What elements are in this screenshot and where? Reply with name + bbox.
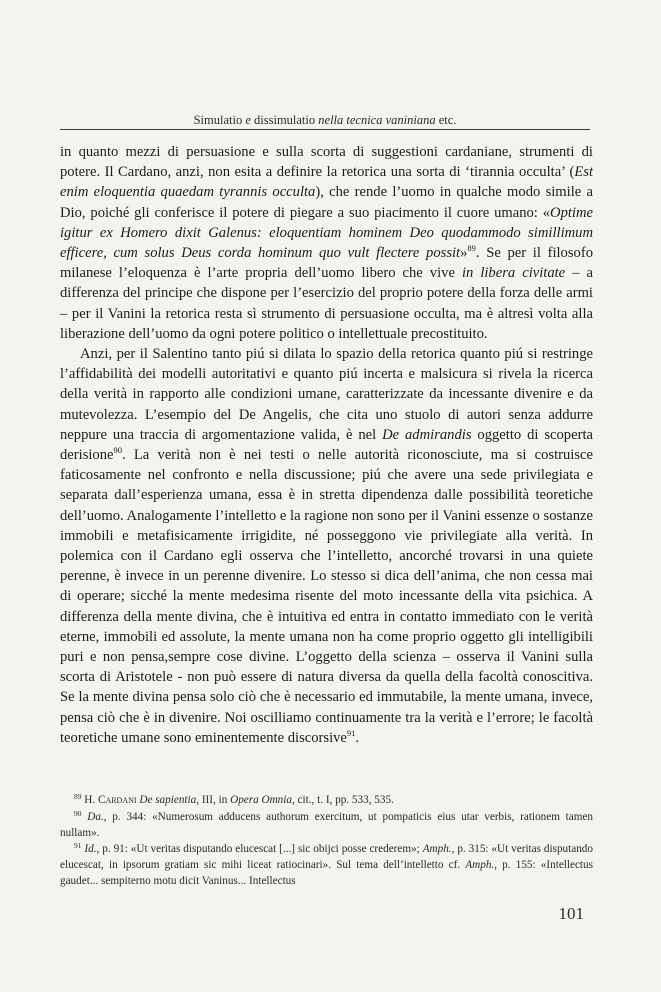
text-run: ), che rende l’uomo in qualche modo simile a Dio, poiché gli conferisce il potere di piegare a suo piacimento il cuore umano: « xyxy=(60,184,593,221)
text-run: Anzi, per il Salentino tanto piú si dilata lo spazio della retorica quanto piú si restringe l’affidabilità dei modelli autoritativi e quanto piú incerta e malsicura si rivela la ricerca della verità in rapporto alle condizioni umane, caratterizzate da incessante divenire e da mutevolezza. L’esempio del De Angelis, che cita uno stuolo di autori senza addurre neppure una traccia di argomentazione valida, è nel xyxy=(60,346,593,443)
footnote-text: , p. 344: «Numerosum adducens authorum exercitum, ut pompaticis eius utar verbis, rationem tamen nullam». xyxy=(60,810,594,839)
footnote-ref-91[interactable]: 91 xyxy=(346,727,356,738)
footnote-text: H. xyxy=(84,794,98,806)
footnote-text: , cit., t. I, pp. 533, 535. xyxy=(291,794,394,806)
running-head-text: dissimulatio xyxy=(254,113,316,127)
footnote-91 xyxy=(60,842,593,889)
footnote-text: , p. 155: «Intellectus gaudet... sempiterno motu dicit Vaninus... Intellectus xyxy=(60,859,593,887)
footnote-title: Da. xyxy=(87,810,104,823)
footnote-90 xyxy=(60,810,593,842)
running-head-text: nella tecnica vaniniana xyxy=(318,113,436,127)
running-head-text: e xyxy=(245,113,251,127)
footnote-number: 90 xyxy=(74,808,82,818)
footnote-author: Cardani xyxy=(97,794,137,806)
footnote-text: , p. 315: «Ut veritas disputando elucescat, in ipsorum gratiam sic mihi liceat ratiocinari». Sul tema dell’intelletto cf. xyxy=(60,843,593,872)
footnote-number: 89 xyxy=(74,792,82,801)
main-text xyxy=(60,142,593,748)
text-run: oggetto di scoperta derisione xyxy=(60,426,593,464)
italic-quote: Optime igitur ex Homero dixit Galenus: eloquentiam hominem Deo quodammodo simillimum efficere, cum solus Deus corda hominum quo vult flectere possit xyxy=(60,204,593,262)
page-number: 101 xyxy=(558,904,584,923)
paragraph-2 xyxy=(60,344,593,748)
footnotes xyxy=(60,793,593,891)
text-run: . xyxy=(355,729,360,746)
paragraph-1 xyxy=(60,142,593,344)
text-run: – a differenza del principe che dispone per l’esercizio del proprio potere della forza delle armi – per il Vanini la retorica resta sì strumento di persuasione occulta, ma è altresì volta alla liberazione dell’uomo da ogni potere politico o intellettuale precostituito. xyxy=(60,265,593,342)
italic-phrase: in libera civitate xyxy=(461,265,566,282)
footnote-title: De sapientia xyxy=(139,794,197,806)
running-head xyxy=(60,113,590,128)
italic-title: De admirandis xyxy=(382,426,472,443)
footnote-number: 91 xyxy=(74,841,82,851)
text-run: in quanto mezzi di persuasione e sulla scorta di suggestioni cardaniane, strumenti di potere. Il Cardano, anzi, non esita a definire la retorica una sorta di ‘tirannia occulta’ ( xyxy=(60,144,593,181)
footnote-title: Id. xyxy=(84,843,97,856)
text-run: . Se per il filosofo milanese l’eloquenza è l’arte propria dell’uomo libero che vive xyxy=(60,245,593,282)
running-head-text: etc. xyxy=(438,113,457,127)
italic-quote: Est enim eloquentia quaedam tyrannis occulta xyxy=(60,164,593,201)
header-rule xyxy=(60,129,590,130)
footnote-ref-90[interactable]: 90 xyxy=(113,445,122,456)
footnote-text: , III, in xyxy=(196,794,231,806)
footnote-89 xyxy=(60,793,593,809)
running-head-text: Simulatio xyxy=(193,113,243,127)
footnote-ref-89[interactable]: 89 xyxy=(467,243,476,254)
text-run: . La verità non è nei testi o nelle autorità riconosciute, ma si costruisce faticosamente nel confronto e nella discussione; piú che avere una sede privilegiata e separata dall’esperienza umana, essa è in stretta dipendenza dalle possibilità teoretiche dell’uomo. Analogamente l’intelletto e la ragione non sono per il Vanini essenze o sostanze immobili e metafisicamente irrigidite, né posseggono vie privilegiate alla verità. In polemica con il Cardano egli osserva che l’intelletto, ancorché trovarsi in una quiete perenne, è invece in un perenne divenire. Lo stesso si dica dell’anima, che non cessa mai di operare; sicché la mente medesima risente del moto incessante della vita psichica. A differenza della mente divina, che è intuitiva ed entra in contatto immediato con le verità eterne, immobili ed assolute, la mente umana non ha come proprio oggetto gli intelligibili puri e non pensa,sempre cose divine. L’oggetto della scienza – osserva il Vanini sulla scorta di Aristotele - non può essere di natura diversa da quella della facoltà conoscitiva. Se la mente divina pensa solo ciò che è necessario ed immutabile, la mente umana, invece, pensa ciò che è in divenire. Noi oscilliamo continuamente tra la verità e l’errore; le facoltà teoretiche umane sono eminentemente discorsive xyxy=(60,447,593,746)
footnote-title: Amph. xyxy=(465,859,495,872)
footnote-title: Amph. xyxy=(422,843,452,856)
footnote-title: Opera Omnia xyxy=(230,794,292,806)
text-run: » xyxy=(460,245,468,262)
footnote-text: , p. 91: «Ut veritas disputando elucescat [...] sic obijci posse crederem»; xyxy=(96,843,423,856)
